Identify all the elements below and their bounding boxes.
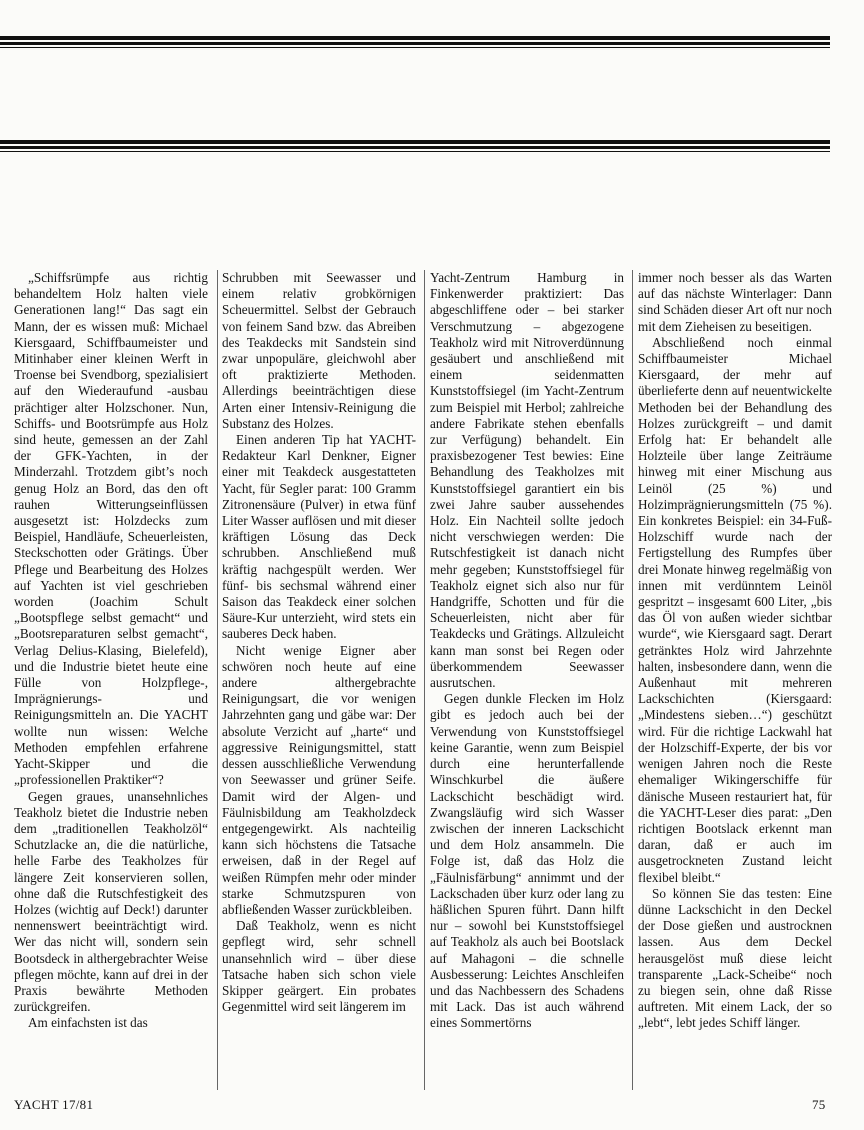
paragraph: So können Sie das testen: Eine dünne Lackschicht in den Deckel der Dose gießen und austrocknen lassen. Aus dem Deckel herausgelöst muß diese leicht transparente „Lack-Scheibe“ noch zu biegen sein, ohne daß Risse auftreten. Mit einem Lack, der so „lebt“, lebt jedes Schiff länger.: [638, 885, 832, 1031]
paragraph: Abschließend noch einmal Schiffbaumeister Michael Kiersgaard, der mehr auf überlieferte denn auf neuentwickelte Methoden bei der Behandlung des Holzes zurückgreift – und damit Erfolg hat: Er behandelt alle Holzteile über lange Zeiträume hinweg mit einer Mischung aus Leinöl (25 %) und Holzimprägnierungsmitteln (75 %). Ein konkretes Beispiel: ein 34-Fuß-Holzschiff wurde nach der Fertigstellung des Rumpfes über drei Monate hinweg regelmäßig von innen mit verdünntem Leinöl gespritzt – insgesamt 600 Liter, „bis das Öl von außen wieder sichtbar wurde“, wie Kiersgaard sagt. Derart getränktes Holz wird Jahrzehnte halten, insbesondere dann, wenn die Außenhaut mit mehreren Lackschichten (Kiersgaard: „Mindestens sieben…“) geschützt wird. Für die richtige Lackwahl hat der Holzschiff-Experte, der bis vor wenigen Jahren noch die Reste ehemaliger Wikingerschiffe für dänische Museen restauriert hat, für die YACHT-Leser dies parat: „Den richtigen Bootslack erkennt man daran, daß er auch im ausgetrockneten Zustand leicht flexibel bleibt.“: [638, 334, 832, 885]
paragraph: Schrubben mit Seewasser und einem relativ grobkörnigen Scheuermittel. Selbst der Gebrauch von feinem Sand bzw. das Abreiben des Teakdecks mit Sandstein sind zwar unpopuläre, gleichwohl aber oft praktizierte Methoden. Allerdings beeinträchtigen diese Arten einer Intensiv-Reinigung die Substanz des Holzes.: [222, 270, 416, 431]
article-column-1: [14, 270, 208, 1090]
paragraph: „Schiffsrümpfe aus richtig behandeltem Holz halten viele Generationen lang!“ Das sagt ein Mann, der es wissen muß: Michael Kiersgaard, Schiffbaumeister und Mitinhaber einer kleinen Werft in Troense bei Svendborg, spezialisiert auf den Wiederaufund -ausbau prächtiger alter Holzschoner. Nun, Schiffs- und Bootsrümpfe aus Holz sind heute, gemessen an der Zahl der GFK-Yachten, in der Minderzahl. Trotzdem gibt’s noch genug Holz an Bord, das den oft rauhen Witterungseinflüssen ausgesetzt ist: Holzdecks zum Beispiel, Handläufe, Scheuerleisten, Steckschotten oder Grätings. Über Pflege und Bearbeitung des Holzes auf Yachten ist viel geschrieben worden (Joachim Schult „Bootspflege selbst gemacht“ und „Bootsreparaturen selbst gemacht“, Verlag Delius-Klasing, Bielefeld), und die Industrie bietet heute eine Fülle von Holzpflege-, Imprägnierungs- und Reinigungsmitteln an. Die YACHT wollte nun wissen: Welche Methoden empfehlen erfahrene Yacht-Skipper und die „professionellen Praktiker“?: [14, 270, 208, 788]
article-column-4: [638, 270, 832, 1090]
bottom-decorative-rule: [0, 140, 830, 152]
paragraph: Am einfachsten ist das: [28, 1015, 148, 1031]
paragraph: Nicht wenige Eigner aber schwören noch heute auf eine andere althergebrachte Reinigungsart, die vor wenigen Jahrzehnten gang und gäbe war: Der absolute Verzicht auf „harte“ und aggressive Reinigungsmittel, statt dessen ausschließliche Verwendung von Seewasser und grüner Seife. Damit wird der Algen- und Fäulnisbildung am Teakholzdeck entgegengewirkt. Als nachteilig kann sich höchstens die Tatsache erweisen, daß in der Regel auf weißen Rümpfen mehr oder minder starke Schmutzspuren von abfließenden Wasser zurückbleiben.: [222, 642, 416, 917]
magazine-issue-label: YACHT 17/81: [14, 1097, 94, 1112]
article-body: [14, 270, 832, 1090]
paragraph: Gegen dunkle Flecken im Holz gibt es jedoch auch bei der Verwendung von Kunststoffsiegel keine Garantie, wenn zum Beispiel durch eine herunterfallende Winschkurbel die äußere Lackschicht beschädigt wird. Zwangsläufig wird sich Wasser zwischen der inneren Lackschicht und dem Holz ansammeln. Die Folge ist, daß das Holz die „Fäulnisfärbung“ annimmt und der Lackschaden über kurz oder lang zu häßlichen Spuren führt. Dann hilft nur – sowohl bei Kunststoffsiegel auf Teakholz als auch bei Bootslack auf Mahagoni – die schnelle Ausbesserung: Leichtes Anschleifen und das Nachbessern des Schadens mit Lack. Das ist auch während eines Sommertörns: [430, 691, 624, 1031]
article-column-3: [430, 270, 624, 1090]
page-number: 75: [812, 1097, 826, 1112]
paragraph: Gegen graues, unansehnliches Teakholz bietet die Industrie neben dem „traditionellen Teakholzöl“ Schutzlacke an, die die natürliche, helle Farbe des Teakholzes für längere Zeit konservieren sollen, ohne daß die Rutschfestigkeit des Holzes (wichtig auf Deck!) darunter nennenswert beeinträchtigt wird. Wer das nicht will, sondern sein Bootsdeck in althergebrachter Weise pflegen möchte, kann auf drei in der Praxis bewährte Methoden zurückgreifen.: [14, 788, 208, 1015]
paragraph: Einen anderen Tip hat YACHT-Redakteur Karl Denkner, Eigner einer mit Teakdeck ausgestatteten Yacht, für Segler parat: 100 Gramm Zitronensäure (Pulver) in etwa fünf Liter Wasser auflösen und mit dieser kräftigen Lösung das Deck schrubben. Anschließend muß kräftig nachgespült werden. Wer fünf- bis sechsmal während einer Saison das Teakdeck einer solchen Säure-Kur unterzieht, wird stets ein sauberes Deck haben.: [222, 432, 416, 642]
paragraph: immer noch besser als das Warten auf das nächste Winterlager: Dann sind Schäden dieser Art oft nur noch mit dem Zieheisen zu beseitigen.: [638, 270, 832, 334]
paragraph: Yacht-Zentrum Hamburg in Finkenwerder praktiziert: Das abgeschliffene oder – bei starker Verschmutzung – abgezogene Teakholz wird mit Nitroverdünnung gesäubert und anschließend mit einem seidenmatten Kunststoffsiegel (im Yacht-Zentrum zum Beispiel mit Herbol; zahlreiche andere Fabrikate stehen ebenfalls zur Verfügung) behandelt. Ein praxisbezogener Test bewies: Eine Behandlung des Teakholzes mit Kunststoffsiegel garantiert ein bis zwei Jahre sauber aussehendes Holz. Ein Nachteil sollte jedoch nicht verschwiegen werden: Die Rutschfestigkeit ist danach nicht mehr gegeben; Kunststoffsiegel für Teakholz eignet sich also nur für Handgriffe, Schotten und für die Scheuerleisten, nicht aber für Teakdecks und Grätings. Allzuleicht kann man sonst bei Regen oder überkommendem Seewasser ausrutschen.: [430, 270, 624, 691]
paragraph: Daß Teakholz, wenn es nicht gepflegt wird, sehr schnell unansehnlich wird – über diese Tatsache haben sich schon viele Skipper geärgert. Ein probates Gegenmittel wird seit längerem im: [222, 918, 416, 1015]
top-decorative-rule: [0, 36, 830, 48]
article-column-2: [222, 270, 416, 1090]
